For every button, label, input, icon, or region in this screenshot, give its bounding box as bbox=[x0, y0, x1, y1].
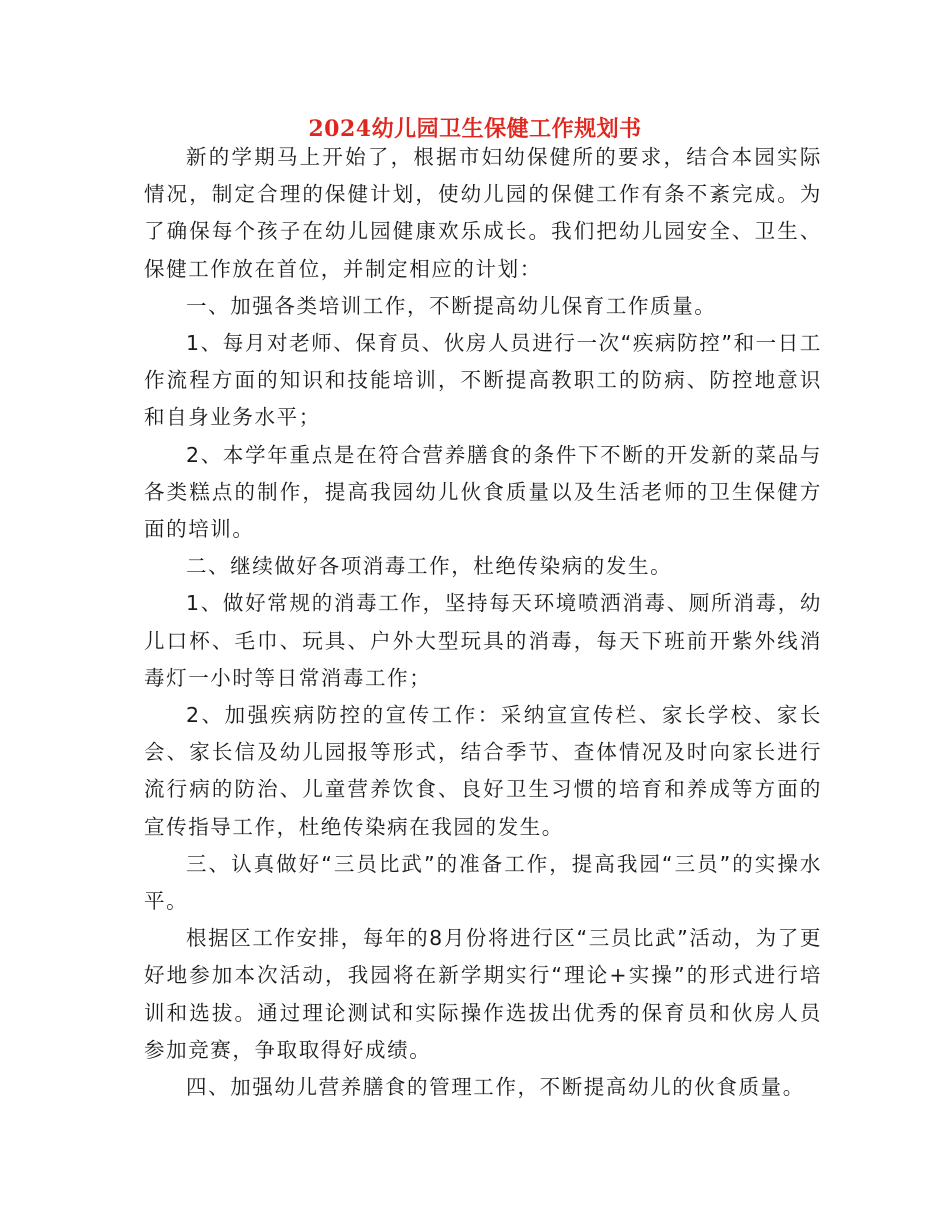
document-title: 2024幼儿园卫生保健工作规划书 bbox=[308, 116, 642, 142]
paragraph-2-1: 1、做好常规的消毒工作，坚持每天环境喷洒消毒、厕所消毒，幼儿口杯、毛巾、玩具、户外大型玩具的消毒，每天下班前开紫外线消毒灯一小时等日常消毒工作； bbox=[144, 591, 822, 690]
document-body bbox=[144, 139, 822, 1106]
section-heading-1: 一、加强各类培训工作，不断提高幼儿保育工作质量。 bbox=[186, 293, 717, 318]
section-heading-3: 三、认真做好“三员比武”的准备工作，提高我园“三员”的实操水平。 bbox=[144, 851, 822, 914]
paragraph-3-1: 根据区工作安排，每年的8月份将进行区“三员比武”活动，为了更好地参加本次活动，我园将在新学期实行“理论+实操”的形式进行培训和选拔。通过理论测试和实际操作选拔出优秀的保育员和伙房人员参加竞赛，争取取得好成绩。 bbox=[144, 926, 822, 1062]
section-heading-2: 二、继续做好各项消毒工作，杜绝传染病的发生。 bbox=[186, 554, 673, 579]
paragraph-1-2: 2、本学年重点是在符合营养膳食的条件下不断的开发新的菜品与各类糕点的制作，提高我园幼儿伙食质量以及生活老师的卫生保健方面的培训。 bbox=[144, 442, 822, 542]
section-heading-4: 四、加强幼儿营养膳食的管理工作，不断提高幼儿的伙食质量。 bbox=[186, 1075, 805, 1100]
paragraph-1-1: 1、每月对老师、保育员、伙房人员进行一次“疾病防控”和一日工作流程方面的知识和技能培训，不断提高教职工的防病、防控地意识和自身业务水平； bbox=[144, 331, 822, 430]
paragraph-intro: 新的学期马上开始了，根据市妇幼保健所的要求，结合本园实际情况，制定合理的保健计划，使幼儿园的保健工作有条不紊完成。为了确保每个孩子在幼儿园健康欢乐成长。我们把幼儿园安全、卫生、保健工作放在首位，并制定相应的计划： bbox=[144, 145, 822, 281]
paragraph-2-2: 2、加强疾病防控的宣传工作：采纳宣宣传栏、家长学校、家长会、家长信及幼儿园报等形式，结合季节、查体情况及时向家长进行流行病的防治、儿童营养饮食、良好卫生习惯的培育和养成等方面的宣传指导工作，杜绝传染病在我园的发生。 bbox=[144, 703, 822, 839]
